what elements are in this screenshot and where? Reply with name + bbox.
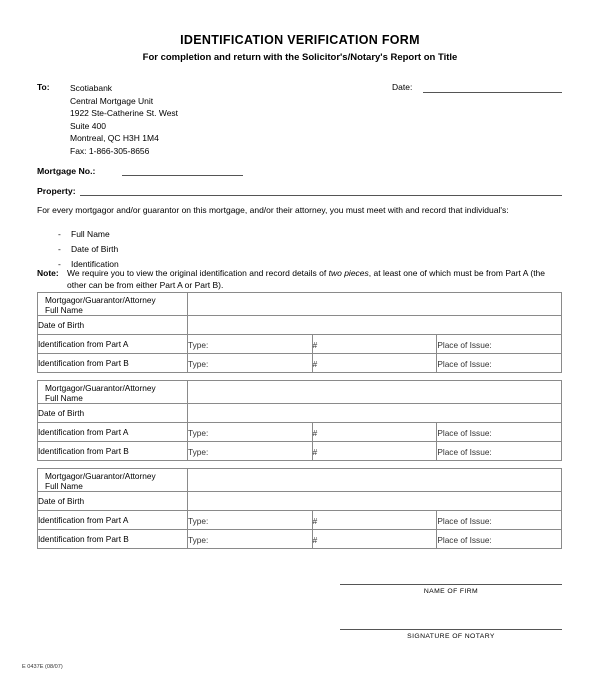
bullet-marker: - xyxy=(58,229,61,239)
id-part-b-type-cell[interactable] xyxy=(188,354,313,373)
mortgage-no-label: Mortgage No.: xyxy=(37,166,96,176)
place-of-issue-header: Place of Issue: xyxy=(437,427,492,438)
dob-input-cell[interactable] xyxy=(188,316,562,335)
type-header: Type: xyxy=(188,339,209,350)
id-part-b-type-cell[interactable] xyxy=(188,442,313,461)
table-row xyxy=(38,381,562,404)
dob-input-cell[interactable] xyxy=(188,492,562,511)
id-part-a-type-cell[interactable] xyxy=(188,511,313,530)
full-name-label-line1: Mortgagor/Guarantor/Attorney xyxy=(45,471,156,481)
id-part-a-label-cell: Identification from Part A xyxy=(38,335,188,354)
table-row xyxy=(38,469,562,492)
note-text-before: We require you to view the original identification and record details of xyxy=(67,268,329,278)
table-row xyxy=(38,404,562,423)
id-part-a-place-cell[interactable] xyxy=(437,423,562,442)
id-part-b-place-cell[interactable] xyxy=(437,354,562,373)
number-header: # xyxy=(312,515,318,526)
full-name-label-line2: Full Name xyxy=(45,392,83,403)
address-line: Montreal, QC H3H 1M4 xyxy=(70,133,159,144)
table-row xyxy=(38,530,562,549)
note-label: Note: xyxy=(37,268,59,278)
full-name-input-cell[interactable] xyxy=(188,381,562,404)
id-part-b-label-cell: Identification from Part B xyxy=(38,530,188,549)
id-part-a-place-cell[interactable] xyxy=(437,511,562,530)
identification-block-1 xyxy=(37,292,562,373)
id-part-b-number-cell[interactable] xyxy=(312,354,437,373)
type-header: Type: xyxy=(188,427,209,438)
id-part-a-type-cell[interactable] xyxy=(188,335,313,354)
full-name-label-cell xyxy=(38,293,188,316)
id-part-a-number-cell[interactable] xyxy=(312,511,437,530)
id-part-b-place-cell[interactable] xyxy=(437,530,562,549)
full-name-label-line2: Full Name xyxy=(45,304,83,315)
table-row xyxy=(38,335,562,354)
id-part-a-type-cell[interactable] xyxy=(188,423,313,442)
table-row xyxy=(38,511,562,530)
identification-block-2 xyxy=(37,380,562,461)
id-part-a-place-cell[interactable] xyxy=(437,335,562,354)
type-header: Type: xyxy=(188,446,209,457)
mortgage-no-input-line[interactable] xyxy=(122,175,243,176)
name-of-firm-line[interactable] xyxy=(340,584,562,585)
full-name-label-line2: Full Name xyxy=(45,480,83,491)
name-of-firm-caption: NAME OF FIRM xyxy=(423,588,479,595)
note-text xyxy=(67,268,564,291)
number-header: # xyxy=(312,427,318,438)
form-code: E 0437E (08/07) xyxy=(22,664,63,670)
full-name-label-line1: Mortgagor/Guarantor/Attorney xyxy=(45,295,156,305)
note-text-emphasis: two pieces xyxy=(328,268,369,278)
bullet-item xyxy=(58,242,119,257)
number-header: # xyxy=(312,534,318,545)
id-part-b-label-cell: Identification from Part B xyxy=(38,354,188,373)
address-line: 1922 Ste-Catherine St. West xyxy=(70,108,179,119)
note-block xyxy=(37,268,564,291)
dob-input-cell[interactable] xyxy=(188,404,562,423)
full-name-input-cell[interactable] xyxy=(188,469,562,492)
date-input-line[interactable] xyxy=(423,92,562,93)
bullet-label: Identification xyxy=(71,259,119,270)
date-label: Date: xyxy=(392,82,413,92)
id-part-b-label-cell: Identification from Part B xyxy=(38,442,188,461)
place-of-issue-header: Place of Issue: xyxy=(437,446,492,457)
recipient-label: To: xyxy=(37,82,50,92)
place-of-issue-header: Place of Issue: xyxy=(437,534,492,545)
id-part-a-label-cell: Identification from Part A xyxy=(38,511,188,530)
table-row xyxy=(38,293,562,316)
address-line: Scotiabank xyxy=(70,83,113,93)
address-line: Central Mortgage Unit xyxy=(70,95,154,106)
table-row xyxy=(38,492,562,511)
place-of-issue-header: Place of Issue: xyxy=(437,339,492,350)
full-name-input-cell[interactable] xyxy=(188,293,562,316)
bullet-item xyxy=(58,227,119,242)
bullet-marker: - xyxy=(58,259,61,270)
place-of-issue-header: Place of Issue: xyxy=(437,515,492,526)
signature-of-notary-caption: SIGNATURE OF NOTARY xyxy=(407,633,495,640)
address-line: Fax: 1-866-305-8656 xyxy=(70,145,150,156)
full-name-label-cell xyxy=(38,469,188,492)
type-header: Type: xyxy=(188,515,209,526)
table-row xyxy=(38,354,562,373)
property-label: Property: xyxy=(37,186,76,196)
address-line: Suite 400 xyxy=(70,120,106,131)
dob-label-cell: Date of Birth xyxy=(38,492,188,511)
property-input-line[interactable] xyxy=(80,195,562,196)
page-title: IDENTIFICATION VERIFICATION FORM xyxy=(180,33,420,47)
bullet-label: Full Name xyxy=(71,229,110,239)
place-of-issue-header: Place of Issue: xyxy=(437,358,492,369)
type-header: Type: xyxy=(188,534,209,545)
table-row xyxy=(38,442,562,461)
instruction-paragraph: For every mortgagor and/or guarantor on this mortgage, and/or their attorney, you must meet with and record that individual's: xyxy=(37,205,509,215)
table-row xyxy=(38,316,562,335)
instruction-bullet-list xyxy=(58,227,119,273)
bullet-marker: - xyxy=(58,244,61,255)
table-row xyxy=(38,423,562,442)
id-part-a-number-cell[interactable] xyxy=(312,423,437,442)
dob-label-cell: Date of Birth xyxy=(38,404,188,423)
recipient-address xyxy=(70,82,178,158)
full-name-label-line1: Mortgagor/Guarantor/Attorney xyxy=(45,383,156,393)
page-subtitle: For completion and return with the Solicitor's/Notary's Report on Title xyxy=(142,52,458,63)
identification-block-3 xyxy=(37,468,562,549)
note-text-after: , at least one of which must be from Part A (the other can be from either Part A or Part B). xyxy=(67,268,546,290)
dob-label-cell: Date of Birth xyxy=(38,316,188,335)
type-header: Type: xyxy=(188,358,209,369)
bullet-label: Date of Birth xyxy=(71,244,119,255)
id-part-b-number-cell[interactable] xyxy=(312,442,437,461)
number-header: # xyxy=(312,446,318,457)
id-part-a-number-cell[interactable] xyxy=(312,335,437,354)
full-name-label-cell xyxy=(38,381,188,404)
id-part-b-type-cell[interactable] xyxy=(188,530,313,549)
signature-of-notary-line[interactable] xyxy=(340,629,562,630)
id-part-a-label-cell: Identification from Part A xyxy=(38,423,188,442)
number-header: # xyxy=(312,339,318,350)
number-header: # xyxy=(312,358,318,369)
id-part-b-number-cell[interactable] xyxy=(312,530,437,549)
id-part-b-place-cell[interactable] xyxy=(437,442,562,461)
